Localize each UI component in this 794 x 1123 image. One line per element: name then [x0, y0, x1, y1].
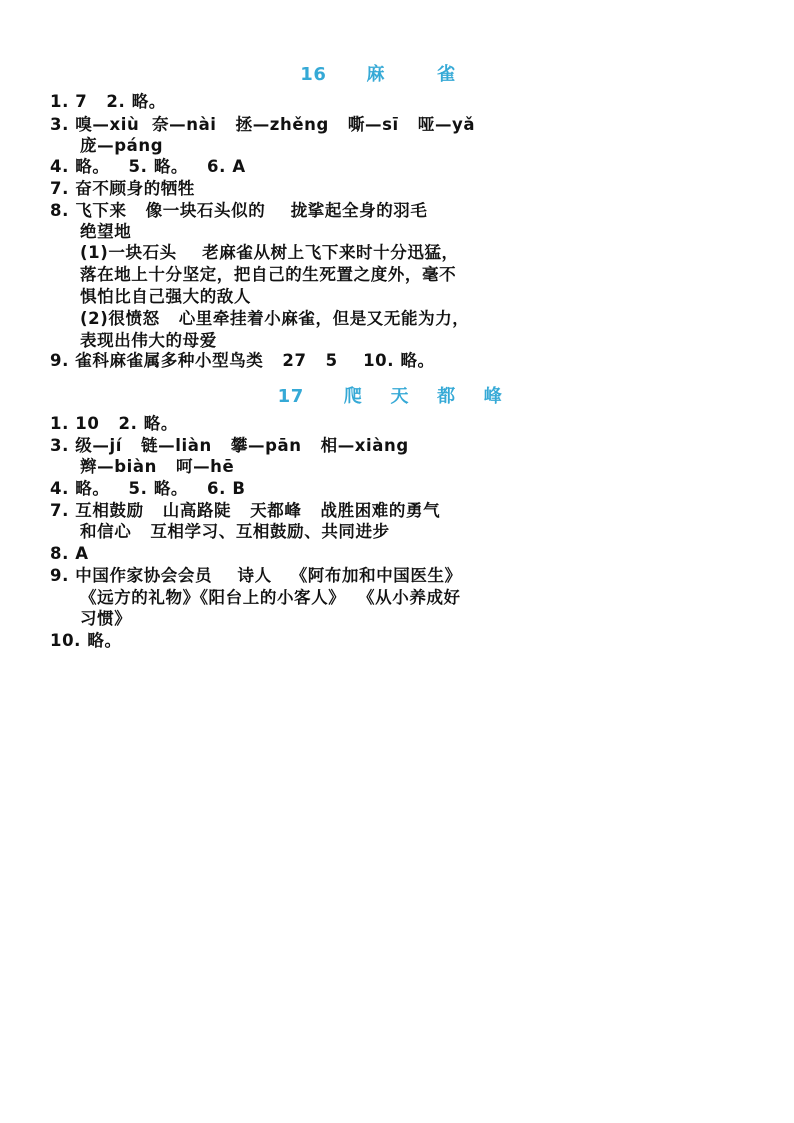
answer-line: 表现出伟大的母爱: [80, 331, 217, 350]
lesson-17-number: 17: [277, 386, 304, 407]
answer-line: 惧怕比自己强大的敌人: [80, 287, 251, 306]
answer-line: 1. 10 2. 略。: [50, 414, 178, 433]
answer-line: 4. 略。 5. 略。 6. B: [50, 479, 246, 498]
answer-line: 9. 雀科麻雀属多种小型鸟类 27 5 10. 略。: [50, 351, 435, 370]
answer-line: 庞—páng: [80, 136, 164, 155]
answer-line: 《远方的礼物》《阳台上的小客人》 《从小养成好: [80, 588, 461, 607]
lesson-17-title-char: 天: [390, 386, 410, 407]
answer-line: 9. 中国作家协会会员 诗人 《阿布加和中国医生》: [50, 566, 462, 585]
answer-line: 习惯》: [80, 609, 132, 628]
answer-line: 辫—biàn 呵—hē: [80, 457, 235, 476]
lesson-17-title-char: 峰: [483, 386, 503, 407]
answer-line: 8. 飞下来 像一块石头似的 拢挲起全身的羽毛: [50, 201, 428, 220]
answer-line: 落在地上十分坚定，把自己的生死置之度外，毫不: [80, 265, 457, 284]
lesson-17-heading: [0, 382, 794, 408]
lesson-17-title-char: 爬: [343, 386, 363, 407]
answer-line: 绝望地: [80, 222, 132, 241]
answer-line: 7. 互相鼓励 山高路陡 天都峰 战胜困难的勇气: [50, 501, 441, 520]
lesson-16-title-char: 麻: [366, 64, 386, 85]
lesson-16-title-char: 雀: [437, 64, 456, 85]
lesson-16-heading: [0, 60, 794, 86]
lesson-17-title-char: 都: [437, 386, 456, 407]
answer-line: 和信心 互相学习、互相鼓励、共同进步: [80, 522, 390, 541]
answer-line: 7. 奋不顾身的牺牲: [50, 179, 195, 198]
answer-line: 8. A: [50, 544, 89, 563]
answer-line: 3. 嗅—xiù 奈—nài 拯—zhěng 嘶—sī 哑—yǎ: [50, 115, 476, 134]
answer-line: 3. 级—jí 链—liàn 攀—pān 相—xiàng: [50, 436, 409, 455]
answer-line: (2)很愤怒 心里牵挂着小麻雀，但是又无能为力，: [80, 309, 470, 328]
lesson-16-number: 16: [300, 64, 327, 85]
answer-line: (1)一块石头 老麻雀从树上飞下来时十分迅猛，: [80, 243, 459, 262]
answer-line: 4. 略。 5. 略。 6. A: [50, 157, 246, 176]
answer-line: 10. 略。: [50, 631, 122, 650]
answer-line: 1. 7 2. 略。: [50, 92, 166, 111]
